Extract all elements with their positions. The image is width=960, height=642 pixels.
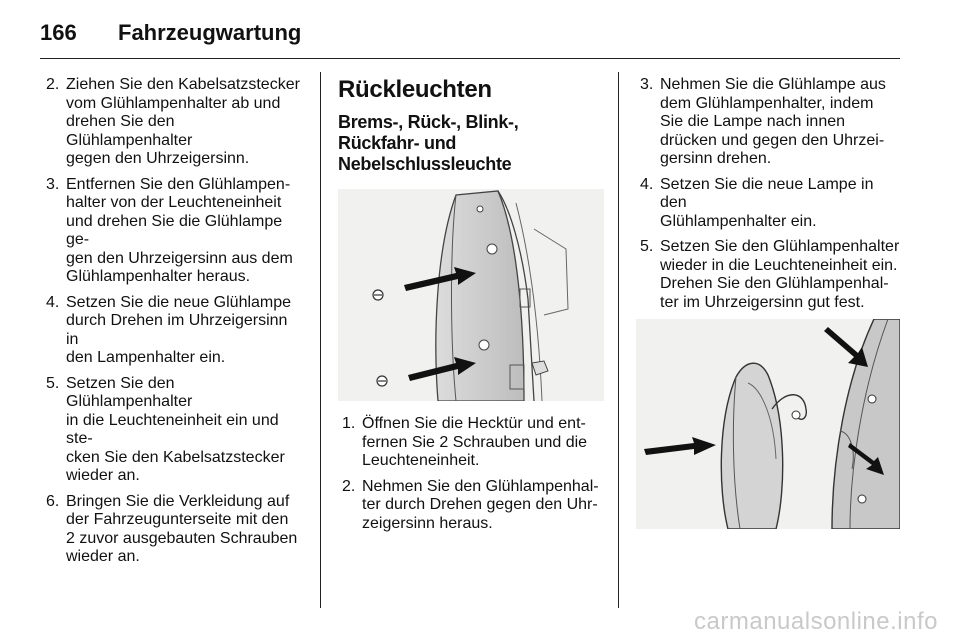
step-text: Bringen Sie die Verkleidung auf der Fahrzeugunterseite mit den 2 zuvor ausgebauten Schrauben wieder an. [66,492,298,565]
section-title: Rückleuchten [338,76,492,103]
step-number: 1. [342,415,356,432]
step-item [636,176,904,232]
column-divider-2 [618,72,619,608]
step-number: 4. [640,175,654,193]
step-text: Öffnen Sie die Hecktür und ent- fernen Sie 2 Schrauben und die Leuchteneinheit. [362,415,588,469]
step-text: Entfernen Sie den Glühlampen- halter von der Leuchteneinheit und drehen Sie die Glühlampe ge- gen den Uhrzeigersinn aus dem Glühlampenhalter heraus. [66,175,293,285]
step-item [636,76,904,169]
step-text: Nehmen Sie den Glühlampenhal- ter durch Drehen gegen den Uhr- zeigersinn heraus. [362,477,599,532]
step-item [636,238,904,312]
step-item [42,76,304,169]
bulb-holder-illustration [636,319,900,529]
step-number: 5. [46,374,60,392]
step-number: 5. [640,238,654,255]
step-text: Setzen Sie den Glühlampenhalter wieder in die Leuchteneinheit ein. Drehen Sie den Glühlampenhal- ter im Uhrzeigersinn gut fest. [660,238,900,311]
sub-title: Brems-, Rück-, Blink-, Rückfahr- und Nebelschlussleuchte [338,112,519,174]
step-item [338,415,604,471]
column-2 [338,76,604,540]
step-text: Setzen Sie die neue Lampe in den Glühlampenhalter ein. [660,175,874,230]
step-number: 2. [342,477,356,495]
step-item [42,176,304,287]
step-item [42,493,304,567]
page-header [40,12,920,52]
steps-list-1 [42,76,304,567]
step-text: Setzen Sie die neue Glühlampe durch Drehen im Uhrzeigersinn in den Lampenhalter ein. [66,293,292,366]
page-number: 166 [40,20,77,45]
step-item [338,478,604,534]
step-item [42,294,304,368]
tail-light-removal-illustration [338,189,604,401]
column-divider-1 [320,72,321,608]
step-number: 4. [46,293,60,311]
step-number: 3. [640,76,654,93]
step-text: Ziehen Sie den Kabelsatzstecker vom Glühlampenhalter ab und drehen Sie den Glühlampenhalter gegen den Uhrzeigersinn. [66,76,300,167]
steps-list-3 [636,76,904,312]
column-1 [42,76,304,574]
step-number: 2. [46,76,60,93]
step-text: Nehmen Sie die Glühlampe aus dem Glühlampenhalter, indem Sie die Lampe nach innen drücken und gegen den Uhrzei- gersinn drehen. [660,76,886,167]
steps-list-2 [338,415,604,533]
step-number: 3. [46,175,60,193]
header-rule [40,58,900,59]
step-text: Setzen Sie den Glühlampenhalter in die Leuchteneinheit ein und ste- cken Sie den Kabelsatzstecker wieder an. [66,374,285,484]
watermark: carmanualsonline.info [694,608,938,635]
step-number: 6. [46,492,60,510]
column-3 [636,76,904,529]
page-title: Fahrzeugwartung [118,20,302,45]
step-item [42,375,304,486]
